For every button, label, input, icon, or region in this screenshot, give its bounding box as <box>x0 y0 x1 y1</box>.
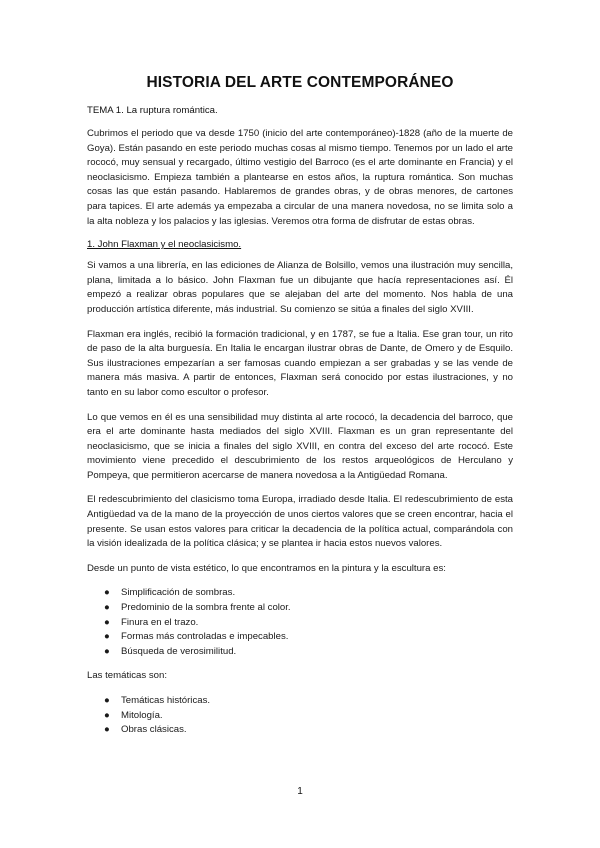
list-item-text: Mitología. <box>121 709 163 721</box>
section-heading: TEMA 1. La ruptura romántica. <box>87 105 218 116</box>
bullet-icon: ● <box>104 631 110 643</box>
list-item <box>104 616 513 631</box>
bullet-icon: ● <box>104 724 110 736</box>
aesthetic-intro: Desde un punto de vista estético, lo que encontramos en la pintura y la escultura es: <box>87 562 446 574</box>
list-item-text: Obras clásicas. <box>121 724 187 736</box>
bullet-icon: ● <box>104 587 110 599</box>
bullet-icon: ● <box>104 645 110 657</box>
paragraph-rediscovery: El redescubrimiento del clasicismo toma Europa, irradiado desde Italia. El redescubrimiento de esta Antigüedad va de la mano de la proyección de unos ciertos valores que se creen encontrar, hacia el presente. Se usan estos valores para criticar la decadencia de la política actual, comparándola con la visión idealizada de la política clásica; y se plantea ir hacia estos nuevos valores. <box>87 494 513 550</box>
document-title: HISTORIA DEL ARTE CONTEMPORÁNEO <box>146 74 454 91</box>
bullet-icon: ● <box>104 602 110 614</box>
list-item-text: Búsqueda de verosimilitud. <box>121 645 237 657</box>
bullet-icon: ● <box>104 695 110 706</box>
bullet-icon: ● <box>104 616 110 628</box>
list-item-text: Formas más controladas e impecables. <box>121 631 289 643</box>
list-item <box>104 723 513 738</box>
list-item <box>104 586 513 601</box>
paragraph-neoclassicism: Lo que vemos en él es una sensibilidad muy distinta al arte rococó, la decadencia del barroco, que era el arte dominante hasta mediados del siglo XVIII. Flaxman es un gran representante del neoclasicismo, que se inicia a finales del siglo XVIII, en contra del exceso del arte rococó. Este movimiento viene precedido el descubrimiento de los restos arqueológicos de Herculano y Pompeya, que permitieron acercarse de manera novedosa a la Antigüedad Romana. <box>87 411 513 481</box>
aesthetic-points-list <box>87 586 513 659</box>
intro-paragraph: Cubrimos el periodo que va desde 1750 (inicio del arte contemporáneo)-1828 (año de la muerte de Goya). Están pasando en este periodo muchas cosas al mismo tiempo. Tenemos por un lado el arte rococó, muy sensual y recargado, último vestigio del Barroco (es el arte dominante en Francia) y el neoclasicismo. Empieza también a plantearse en estos años, la ruptura romántica. Son muchas cosas las que están pasando. Hablaremos de grandes obras, y de obras menores, de cartones para tapices. El arte además ya empezaba a circular de una manera novedosa, no se limita solo a la alta nobleza y los palacios y las iglesias. Veremos otra forma de disfrutar de estas obras. <box>87 128 513 227</box>
subsection-heading: 1. John Flaxman y el neoclasicismo. <box>87 239 242 251</box>
list-item-text: Temáticas históricas. <box>121 695 211 706</box>
list-item <box>104 630 513 645</box>
page-number: 1 <box>297 786 303 797</box>
bullet-icon: ● <box>104 709 110 721</box>
paragraph-flaxman-italy: Flaxman era inglés, recibió la formación tradicional, y en 1787, se fue a Italia. Ese gran tour, un rito de paso de la alta burguesía. En Italia le encargan ilustrar obras de Dante, de Omero y de Esquilo. Sus ilustraciones empezarían a ser famosas cuando empiezan a ser grabadas y se las vende de manera más masiva. A partir de entonces, Flaxman será conocido por estas ilustraciones, y no tanto en su labor como escultor o profesor. <box>87 328 513 398</box>
list-item <box>104 645 513 660</box>
themes-list <box>87 694 513 738</box>
list-item <box>104 601 513 616</box>
list-item-text: Simplificación de sombras. <box>121 587 236 599</box>
paragraph-flaxman-intro: Si vamos a una librería, en las ediciones de Alianza de Bolsillo, vemos una ilustración muy sencilla, plana, limitada a lo básico. John Flaxman fue un dibujante que hacía representaciones así. Él empezó a realizar obras populares que se alejaban del arte del momento. Nos habla de una producción artística diferente, más industrial. Su comienzo se sitúa a finales del siglo XVIII. <box>87 260 513 315</box>
list-item <box>104 709 513 724</box>
list-item-text: Predominio de la sombra frente al color. <box>121 602 291 614</box>
list-item-text: Finura en el trazo. <box>121 616 199 628</box>
themes-intro: Las temáticas son: <box>87 670 167 682</box>
list-item <box>104 694 513 709</box>
